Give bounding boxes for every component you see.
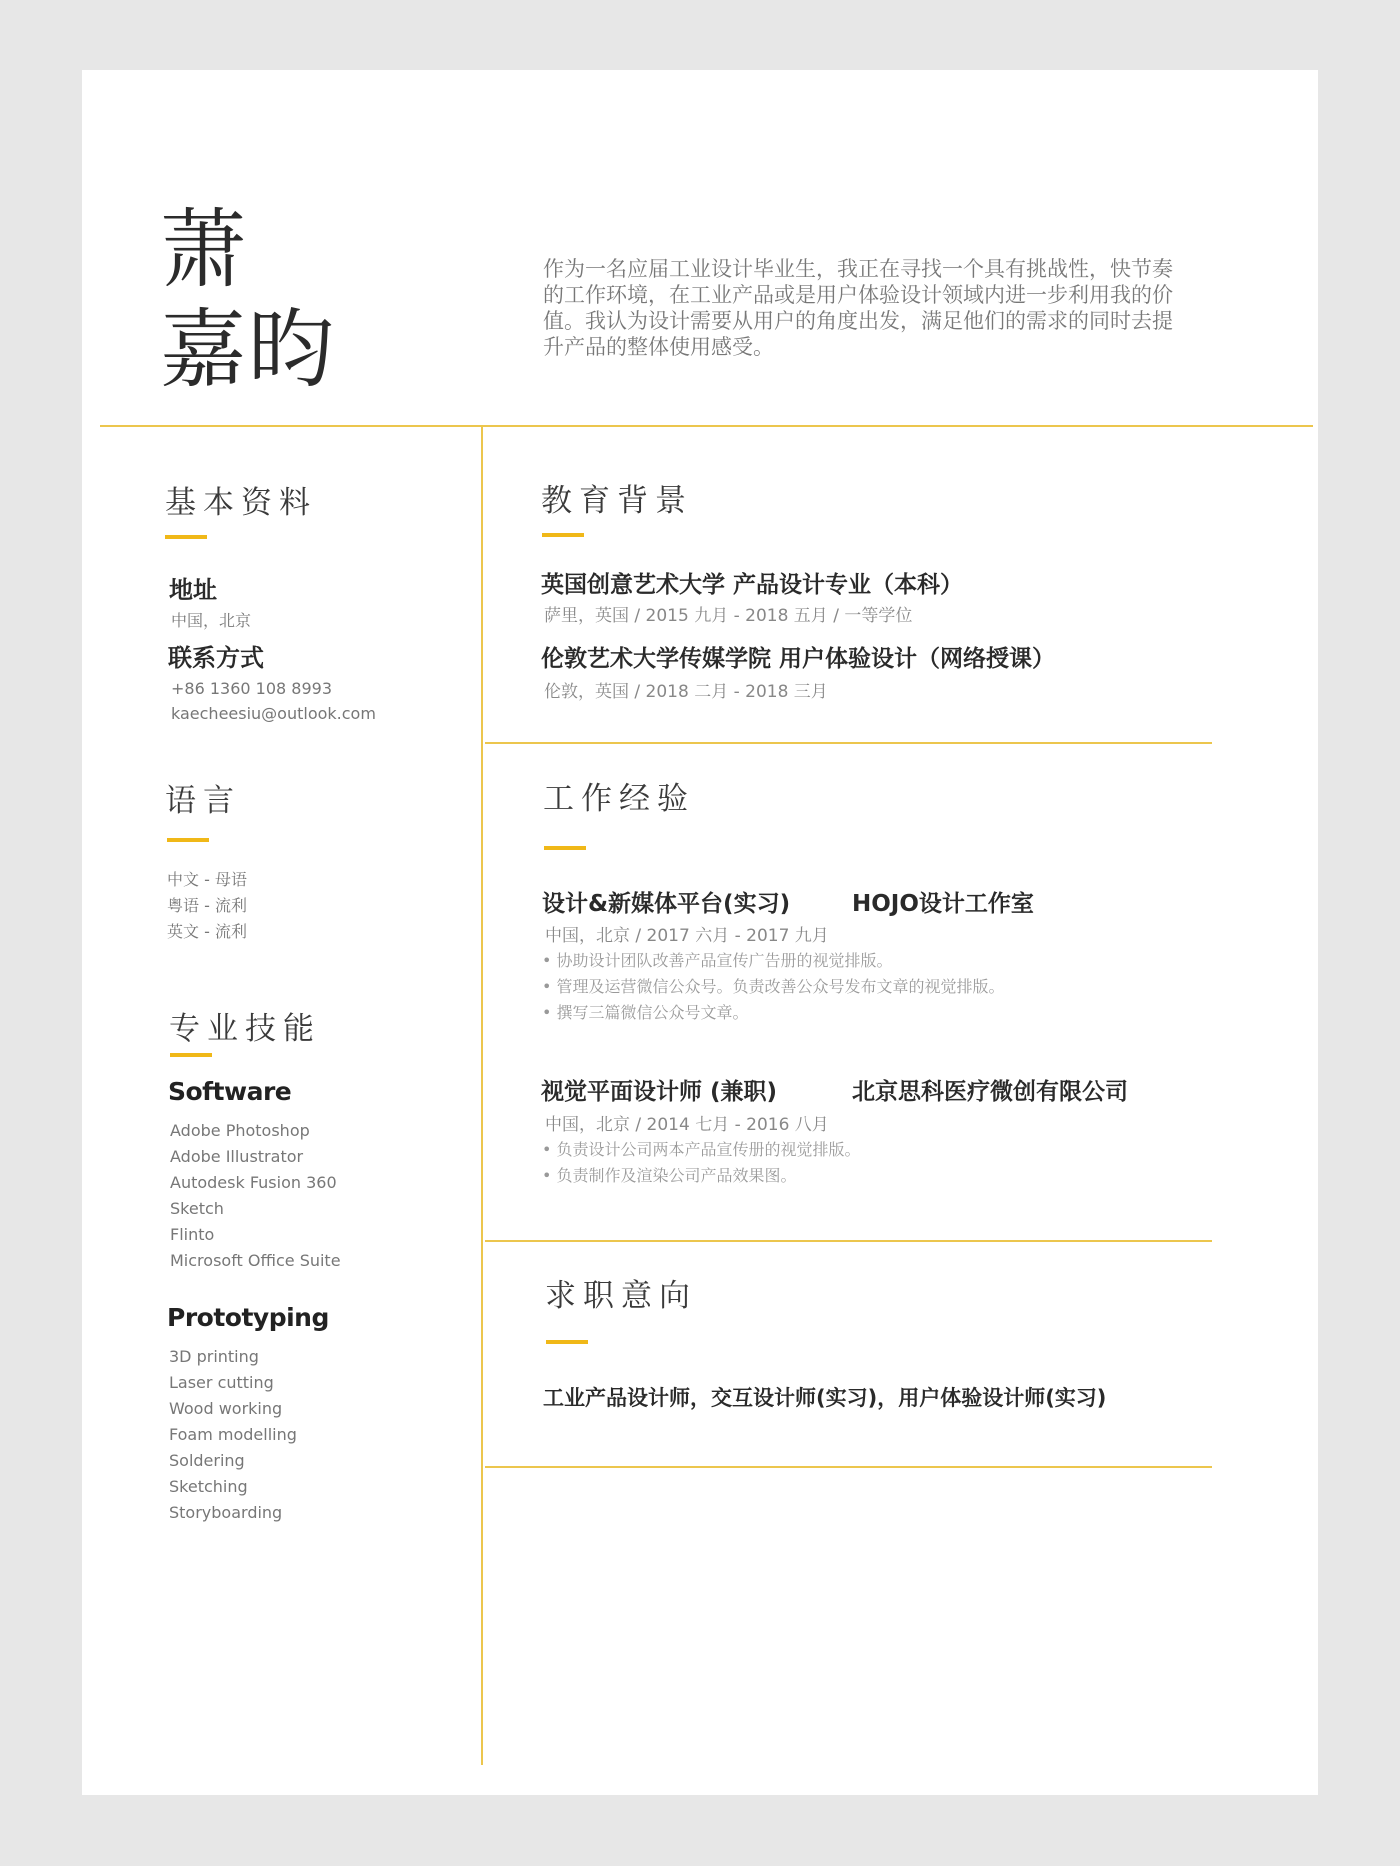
section-divider <box>485 742 1212 744</box>
prototyping-item: Storyboarding <box>169 1503 283 1522</box>
bullet-item: • 负责设计公司两本产品宣传册的视觉排版。 <box>542 1137 861 1163</box>
name-line-2: 嘉昀 <box>160 300 336 400</box>
prototyping-item: Wood working <box>169 1399 283 1418</box>
section-title-language: 语言 <box>165 783 241 819</box>
prototyping-item: 3D printing <box>169 1347 259 1366</box>
software-item: Adobe Photoshop <box>170 1121 310 1140</box>
software-item: Sketch <box>170 1199 224 1218</box>
bullet-item: • 协助设计团队改善产品宣传广告册的视觉排版。 <box>542 948 1005 974</box>
bullet-item: • 撰写三篇微信公众号文章。 <box>542 1000 1005 1026</box>
section-title-education: 教育背景 <box>541 483 693 519</box>
education-entry-title: 英国创意艺术大学 产品设计专业（本科） <box>541 572 964 598</box>
software-title: Software <box>168 1077 292 1106</box>
prototyping-item: Sketching <box>169 1477 248 1496</box>
section-title-basic: 基本资料 <box>165 485 317 521</box>
address-label: 地址 <box>169 576 217 604</box>
accent-bar <box>170 1053 212 1057</box>
language-item: 粤语 - 流利 <box>167 896 247 915</box>
work-bullets <box>542 948 1005 1026</box>
bullet-item: • 负责制作及渲染公司产品效果图。 <box>542 1163 861 1189</box>
prototyping-item: Foam modelling <box>169 1425 297 1444</box>
language-item: 英文 - 流利 <box>167 922 247 941</box>
education-entry-meta: 伦敦，英国 / 2018 二月 - 2018 三月 <box>544 682 828 702</box>
work-meta: 中国，北京 / 2017 六月 - 2017 九月 <box>545 926 829 946</box>
section-title-objective: 求职意向 <box>545 1278 697 1314</box>
education-entry-title: 伦敦艺术大学传媒学院 用户体验设计（网络授课） <box>541 646 1056 672</box>
header-divider <box>100 425 1313 427</box>
prototyping-title: Prototyping <box>167 1303 329 1332</box>
phone-number: +86 1360 108 8993 <box>171 679 332 698</box>
software-item: Adobe Illustrator <box>170 1147 304 1166</box>
software-list <box>170 1118 341 1274</box>
section-title-skills: 专业技能 <box>169 1011 321 1047</box>
email-address: kaecheesiu@outlook.com <box>171 704 376 723</box>
section-divider <box>485 1240 1212 1242</box>
section-title-work: 工作经验 <box>543 781 695 817</box>
work-company: 北京思科医疗微创有限公司 <box>852 1079 1128 1105</box>
work-bullets <box>542 1137 861 1189</box>
software-item: Microsoft Office Suite <box>170 1251 341 1270</box>
address-value: 中国，北京 <box>171 611 252 630</box>
work-meta: 中国，北京 / 2014 七月 - 2016 八月 <box>545 1115 829 1135</box>
accent-bar <box>542 533 584 537</box>
accent-bar <box>546 1340 588 1344</box>
contact-label: 联系方式 <box>168 644 264 672</box>
accent-bar <box>167 838 209 842</box>
section-divider <box>485 1466 1212 1468</box>
prototyping-list <box>169 1344 297 1526</box>
objective-text: 工业产品设计师，交互设计师(实习)，用户体验设计师(实习) <box>543 1386 1107 1410</box>
education-entry-meta: 萨里，英国 / 2015 九月 - 2018 五月 / 一等学位 <box>544 606 913 626</box>
language-list <box>167 867 247 945</box>
intro-paragraph: 作为一名应届工业设计毕业生，我正在寻找一个具有挑战性，快节奏的工作环境，在工业产品或是用户体验设计领域内进一步利用我的价值。我认为设计需要从用户的角度出发，满足他们的需求的同时去提升产品的整体使用感受。 <box>543 257 1173 359</box>
prototyping-item: Soldering <box>169 1451 245 1470</box>
work-company: HOJO设计工作室 <box>852 891 1034 917</box>
software-item: Flinto <box>170 1225 215 1244</box>
bullet-item: • 管理及运营微信公众号。负责改善公众号发布文章的视觉排版。 <box>542 974 1005 1000</box>
work-role: 设计&新媒体平台(实习) <box>542 891 791 917</box>
resume-page <box>82 70 1318 1795</box>
accent-bar <box>165 535 207 539</box>
software-item: Autodesk Fusion 360 <box>170 1173 337 1192</box>
column-divider <box>481 425 483 1765</box>
accent-bar <box>544 846 586 850</box>
work-role: 视觉平面设计师 (兼职) <box>541 1079 778 1105</box>
name-line-1: 萧 <box>160 200 248 300</box>
prototyping-item: Laser cutting <box>169 1373 274 1392</box>
language-item: 中文 - 母语 <box>167 870 247 889</box>
